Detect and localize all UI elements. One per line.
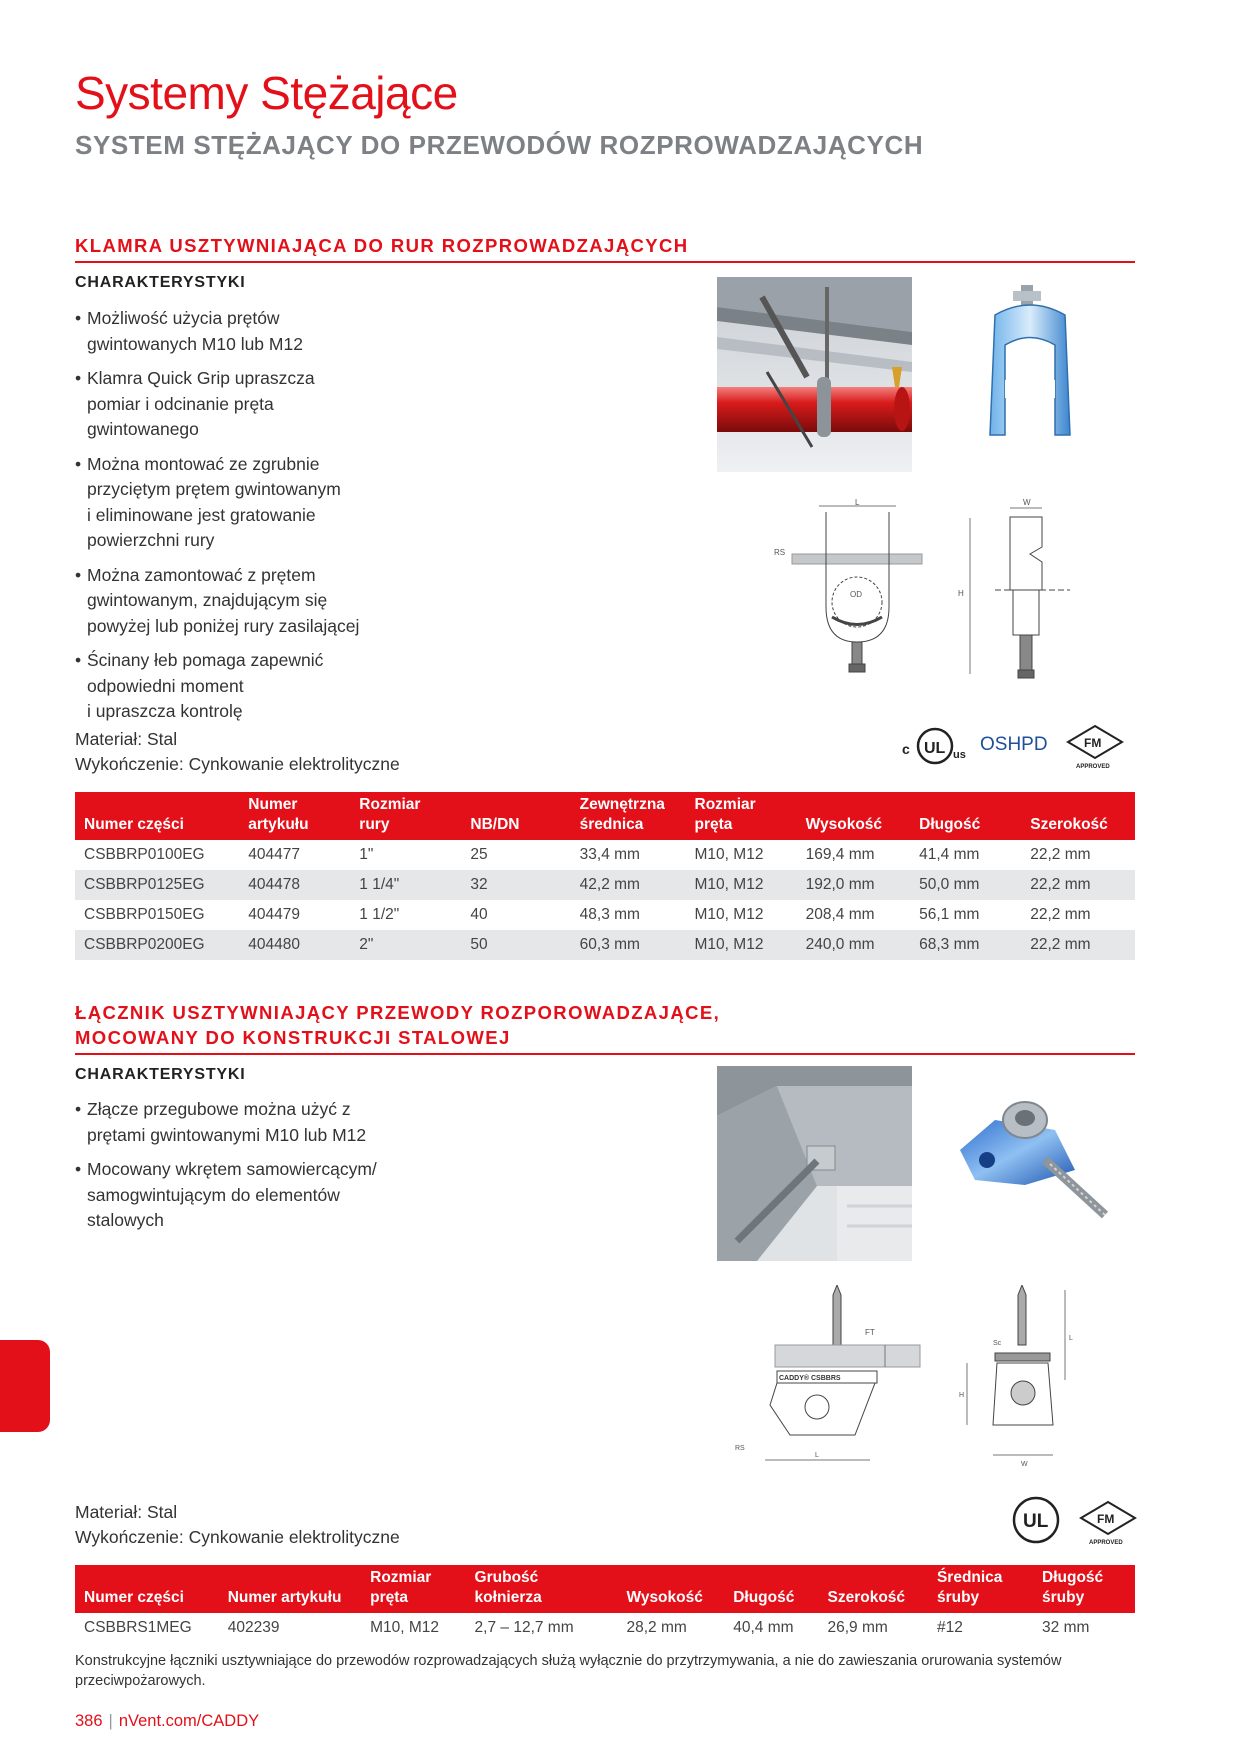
bullet-item [75,1097,377,1148]
table-header-cell [75,792,239,840]
table-cell: CSBBRP0200EG [75,930,239,960]
bullet-item [75,452,359,554]
table-cell: CSBBRP0150EG [84,906,205,923]
cert-fm-2-text: FM [1097,1512,1115,1526]
connector-installation-photo [717,1066,912,1261]
bullet-line: pomiar i odcinanie pręta [87,393,274,414]
header-line: średnica [579,816,644,833]
table-header-cell [686,792,797,840]
page-footer [75,1712,259,1731]
table-cell: 2" [350,930,461,960]
table-header-cell [928,1565,1033,1613]
table-cell: 1 1/2" [359,906,400,923]
section2-heading-line1: ŁĄCZNIK USZTYWNIAJĄCY PRZEWODY ROZPOROWADZAJĄCE, [75,1002,721,1023]
header-line: Numer części [84,1589,184,1606]
header-line: Rozmiar [359,796,421,813]
table-row [75,870,1135,900]
page-number: 386 [75,1712,103,1730]
section2-finish: Wykończenie: Cynkowanie elektrolityczne [75,1527,400,1547]
header-line: Średnica [936,1569,1003,1586]
table-cell: 208,4 mm [805,906,875,923]
bullet-line: przyciętym prętem gwintowanym [87,479,341,499]
table-cell: 169,4 mm [805,846,875,863]
page-subtitle: SYSTEM STĘŻAJĄCY DO PRZEWODÓW ROZPROWADZAJĄCYCH [75,130,924,160]
table-cell: 32 [461,870,570,900]
table-cell: M10, M12 [686,870,797,900]
header-line: Grubość kołnierza [474,1569,542,1606]
bullet-line: gwintowanego [87,419,199,439]
cert-oshpd-text: OSHPD [980,734,1048,755]
header-line: Rozmiar [370,1569,432,1586]
table-cell: 33,4 mm [579,846,640,863]
pipe-clamp-product-photo [975,285,1085,460]
section1-heading: KLAMRA USZTYWNIAJĄCA DO RUR ROZPROWADZAJĄCYCH [75,235,689,256]
bullet-line: i eliminowane jest gratowanie [87,504,316,525]
footer-separator: | [108,1712,113,1730]
bullet-line: • Złącze przegubowe można użyć z [87,1099,351,1119]
pipe-clamp-installation-photo [717,277,912,472]
table-cell: 404479 [248,906,301,923]
table-cell: 1 1/4" [350,870,461,900]
header-line: Długość [919,816,981,833]
dim-h2-label: H [959,1392,965,1399]
cert-approved-2-text: APPROVED [1089,1540,1123,1546]
table-cell: 50 [461,930,570,960]
table-cell: M10, M12 [694,846,764,863]
header-line: pręta [370,1589,409,1606]
table-cell: M10, M12 [694,906,764,923]
bullet-line: • Możliwość użycia prętów [87,308,280,328]
table-cell: 32 mm [1042,1619,1090,1636]
header-line: NB/DN [470,816,520,833]
bullet-line: • Mocowany wkrętem samowiercącym/ [87,1159,377,1179]
page-title: Systemy Stężające [75,67,458,119]
header-line: śruby [1042,1589,1085,1606]
cert-fm-text: FM [1084,736,1102,750]
dim-sc-label: Sc [993,1340,1002,1347]
header-line: pręta [694,816,733,833]
dim-l-label: L [855,498,860,507]
header-line: Numer części [84,816,184,833]
table-cell: 26,9 mm [827,1619,888,1636]
bullet-item [75,563,359,640]
bullet-item [75,1157,377,1234]
table-cell: 25 [470,846,488,863]
bullet-line: prętami gwintowanymi M10 lub M12 [87,1124,367,1145]
table-row [75,1613,1135,1643]
section1-finish: Wykończenie: Cynkowanie elektrolityczne [75,754,400,774]
table-cell: 41,4 mm [919,846,980,863]
table-header-cell [361,1565,465,1613]
table-header-cell [617,1565,724,1613]
table-header-cell [818,1565,927,1613]
table-cell: 22,2 mm [1021,870,1135,900]
section2-bullets [75,1097,377,1243]
table-cell: 40 [470,906,488,923]
bullet-item [75,366,359,443]
bullet-line: odpowiedni moment [87,675,244,696]
header-line: Szerokość [1030,816,1108,833]
table-header-cell [1033,1565,1135,1613]
section2-certifications [1010,1490,1140,1550]
table-row [75,840,1135,870]
table-cell: 42,2 mm [571,870,686,900]
header-line: Wysokość [805,816,883,833]
dim-l2-label: L [815,1452,819,1459]
table-cell: CSBBRP0100EG [84,846,205,863]
header-line: rury [359,816,390,833]
table-cell: CSBBRP0125EG [75,870,239,900]
table-cell: 404478 [239,870,350,900]
section2-heading-line2: MOCOWANY DO KONSTRUKCJI STALOWEJ [75,1027,511,1048]
header-line: Numer [248,796,298,813]
pipe-clamp-technical-drawing [770,492,1110,682]
bullet-line: i upraszcza kontrolę [87,701,243,721]
table-header-cell [219,1565,361,1613]
section2-spec-table [75,1565,1135,1643]
table-cell: 50,0 mm [910,870,1021,900]
connector-product-photo [955,1090,1115,1240]
dim-w2-label: W [1021,1461,1028,1468]
section2-char-heading: CHARAKTERYSTYKI [75,1066,246,1083]
section2-material: Materiał: Stal [75,1502,178,1522]
section1-certifications [900,720,1130,770]
header-line: artykułu [248,816,309,833]
disclaimer-note: Konstrukcyjne łączniki usztywniające do przewodów rozprowadzających służą wyłącznie do przytrzymywania, a nie do zawieszania orurowania systemów przeciwpożarowych. [75,1653,1062,1689]
header-line: Zewnętrzna [579,796,665,813]
table-cell: 240,0 mm [797,930,910,960]
table-cell: 40,4 mm [733,1619,794,1636]
bullet-line: • Można zamontować z prętem [87,564,316,585]
header-line: śruby [936,1589,980,1606]
header-line: Wysokość [626,1589,703,1606]
table-header-cell [350,792,461,840]
header-line: Numer artykułu [227,1589,342,1606]
table-row [75,930,1135,960]
table-cell: 60,3 mm [571,930,686,960]
bullet-line: stalowych [87,1210,164,1230]
table-header-cell [461,792,570,840]
bullet-line: powierzchni rury [87,530,215,550]
dim-rs2-label: RS [735,1445,745,1452]
bullet-line: • Można montować ze zgrubnie [87,453,320,474]
table-cell: CSBBRS1MEG [84,1619,192,1636]
bullet-line: powyżej lub poniżej rury zasilającej [87,615,360,636]
section1-bullets [75,306,359,734]
table-row [75,900,1135,930]
table-header-cell [466,1565,618,1613]
table-header-cell [1021,792,1135,840]
dim-w-label: W [1023,498,1031,507]
cert-c-text: c [902,741,910,757]
table-cell: 48,3 mm [579,906,640,923]
table-header-cell [75,1565,219,1613]
table-cell: 22,2 mm [1021,930,1135,960]
cert-us-text: us [953,749,966,761]
connector-technical-drawing [735,1285,1095,1470]
header-line: Długość [1042,1569,1104,1586]
table-cell: 2,7 – 12,7 mm [474,1619,574,1636]
table-header-cell [571,792,686,840]
bullet-item [75,648,359,725]
section1-spec-table [75,792,1135,960]
bullet-line: samogwintującym do elementów [87,1184,340,1205]
page-edge-tab [0,1340,50,1432]
cert-ul-text: UL [924,740,946,757]
bullet-line: gwintowanych M10 lub M12 [87,333,303,354]
cert-ul-2-text: UL [1023,1511,1049,1532]
header-line: Rozmiar [694,796,756,813]
section1-rule [75,261,1135,263]
table-cell: 28,2 mm [626,1619,687,1636]
cert-approved-text: APPROVED [1076,764,1110,770]
table-header-cell [797,792,910,840]
bullet-item [75,306,359,357]
section2-heading [75,1000,1135,1050]
table-cell: #12 [936,1619,963,1636]
table-cell: 192,0 mm [797,870,910,900]
header-line: Szerokość [827,1589,906,1606]
bullet-line: • Ścinany łeb pomaga zapewnić [87,650,324,670]
table-cell: 22,2 mm [1030,906,1091,923]
bullet-line: • Klamra Quick Grip upraszcza [87,368,315,388]
dim-h-label: H [958,589,964,598]
footer-website-link[interactable]: nVent.com/CADDY [118,1712,260,1730]
table-header-cell [239,792,350,840]
table-cell: M10, M12 [370,1619,440,1636]
caddy-mark-text: CADDY® CSBBRS [779,1375,841,1382]
table-cell: 402239 [227,1619,280,1636]
section1-material: Materiał: Stal [75,729,178,749]
section1-char-heading: CHARAKTERYSTYKI [75,274,246,291]
table-cell: 22,2 mm [1030,846,1091,863]
section2-rule [75,1053,1135,1055]
bullet-line: gwintowanym, znajdującym się [87,590,328,610]
dim-od-label: OD [850,590,862,599]
dim-rs-label: RS [774,548,786,557]
table-cell: 56,1 mm [919,906,980,923]
dim-l3-label: L [1069,1335,1073,1342]
dim-ft-label: FT [865,1328,875,1337]
header-line: Długość [733,1589,795,1606]
table-header-cell [910,792,1021,840]
table-cell: 404477 [248,846,301,863]
table-cell: 1" [359,846,374,863]
table-cell: 68,3 mm [910,930,1021,960]
table-header-cell [724,1565,818,1613]
table-cell: M10, M12 [686,930,797,960]
table-cell: 404480 [239,930,350,960]
